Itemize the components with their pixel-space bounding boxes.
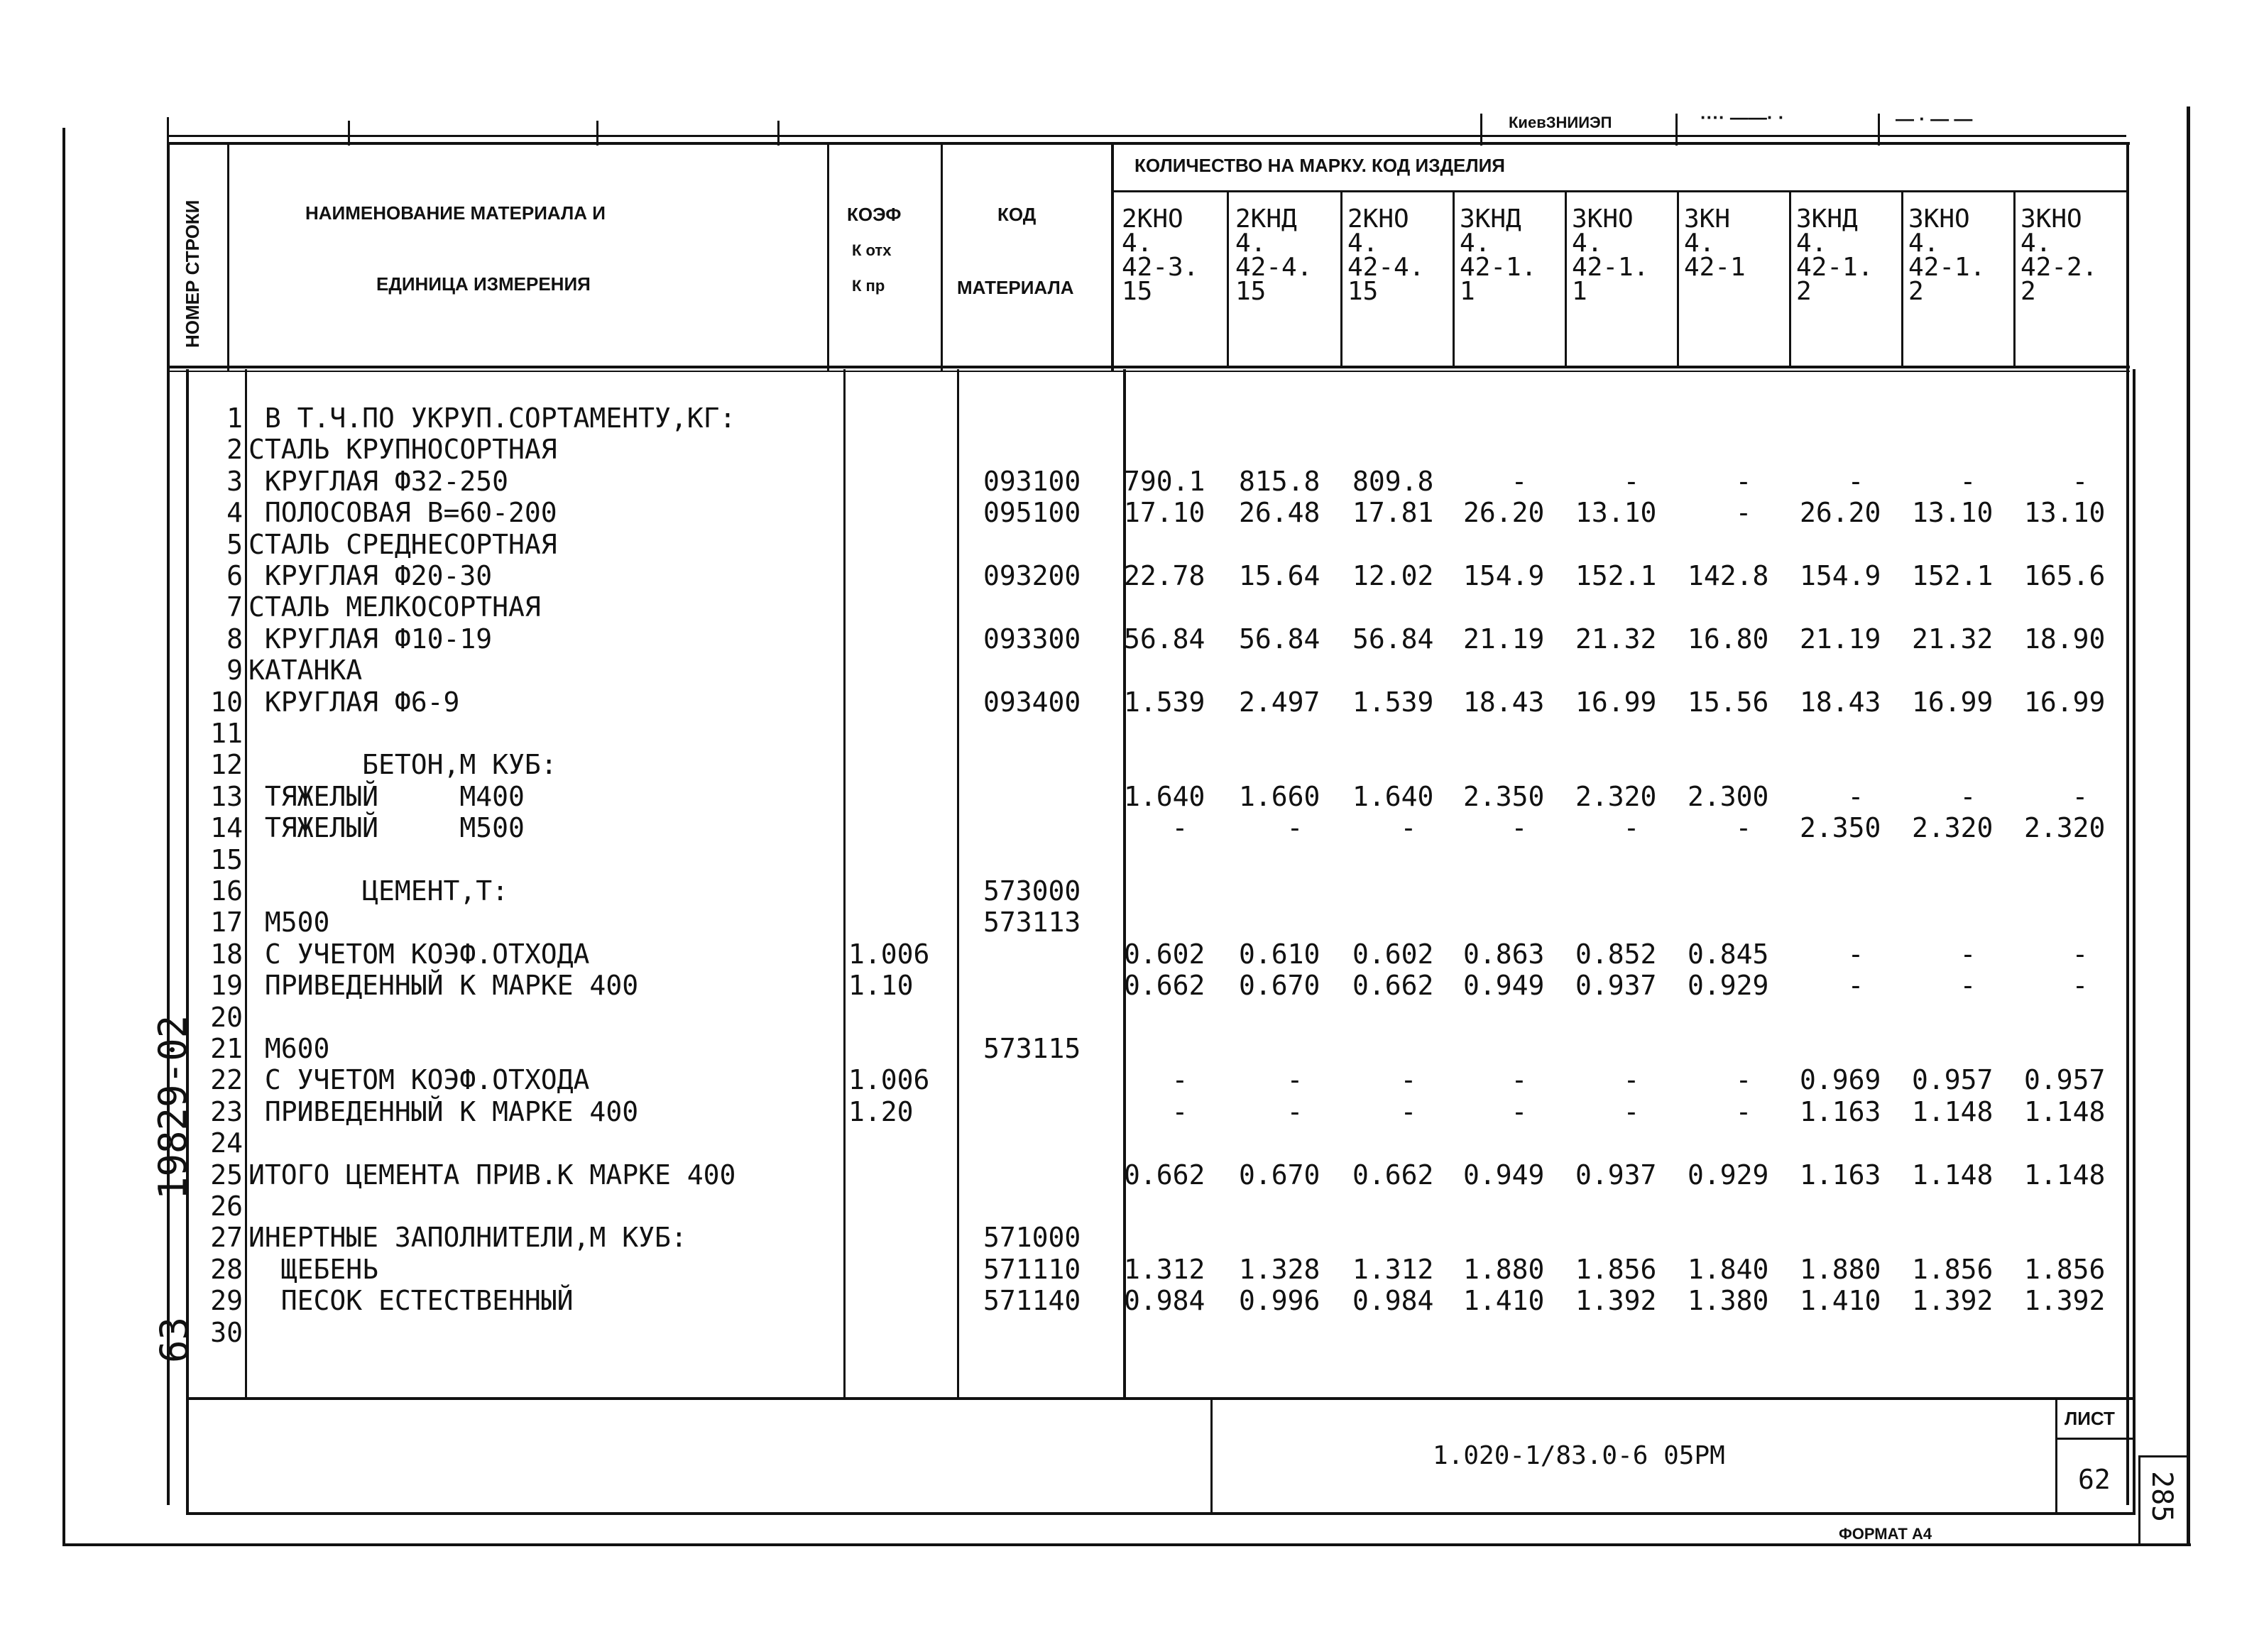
quantity-cell: 142.8 <box>1688 560 1769 591</box>
quantity-cell: 152.1 <box>1575 560 1657 591</box>
quantity-cell: 809.8 <box>1352 465 1434 497</box>
material-name: ЩЕБЕНЬ <box>248 1253 379 1285</box>
quantity-cell: - <box>1735 812 1752 844</box>
quantity-cell: 1.163 <box>1800 1159 1881 1191</box>
quantity-cell: - <box>1400 1095 1417 1127</box>
stamp-organization: КиевЗНИИЭП <box>1509 114 1612 131</box>
quantity-cell: 1.380 <box>1688 1285 1769 1317</box>
row-number: 13 <box>210 780 243 812</box>
quantity-cell: 0.670 <box>1239 1159 1320 1191</box>
quantity-cell: - <box>2072 938 2089 970</box>
row-number: 15 <box>210 843 243 875</box>
quantity-cell: - <box>1286 1064 1303 1096</box>
quantity-cell: 152.1 <box>1912 560 1994 591</box>
quantity-cell: 1.312 <box>1352 1253 1434 1285</box>
quantity-cell: 0.602 <box>1352 938 1434 970</box>
material-name: ЦЕМЕНТ,Т: <box>248 875 509 907</box>
material-code: 571110 <box>983 1253 1081 1285</box>
quantity-cell: 13.10 <box>1575 497 1657 529</box>
row-number: 28 <box>210 1253 243 1285</box>
quantity-cell: 1.148 <box>2024 1095 2106 1127</box>
quantity-cell: - <box>1959 970 1976 1002</box>
quantity-cell: 1.410 <box>1463 1285 1545 1317</box>
row-number: 19 <box>210 970 243 1002</box>
material-name: КАТАНКА <box>248 655 363 686</box>
material-name: В Т.Ч.ПО УКРУП.СОРТАМЕНТУ,КГ: <box>248 403 736 434</box>
quantity-cell: - <box>1847 780 1864 812</box>
quantity-cell: - <box>1623 1064 1640 1096</box>
product-code: 3КНО 4. 42-2. 2 <box>2020 204 2098 306</box>
row-number: 23 <box>210 1095 243 1127</box>
quantity-cell: 13.10 <box>2024 497 2106 529</box>
quantity-cell: - <box>1623 812 1640 844</box>
material-name: СТАЛЬ КРУПНОСОРТНАЯ <box>248 434 557 466</box>
document-code: 1.020-1/83.0-6 05РМ <box>1433 1441 1725 1470</box>
quantity-cell: 2.300 <box>1688 780 1769 812</box>
row-number: 10 <box>210 686 243 718</box>
quantity-cell: - <box>1847 465 1864 497</box>
quantity-cell: 1.539 <box>1352 686 1434 718</box>
row-number: 26 <box>210 1191 243 1222</box>
quantity-cell: 18.43 <box>1463 686 1545 718</box>
quantity-cell: - <box>1400 1064 1417 1096</box>
material-name: ПРИВЕДЕННЫЙ К МАРКЕ 400 <box>248 970 639 1002</box>
coefficient: 1.006 <box>848 938 930 970</box>
row-number: 8 <box>226 623 243 655</box>
row-number: 12 <box>210 749 243 781</box>
header-material-name-line1: НАИМЕНОВАНИЕ МАТЕРИАЛА И <box>305 202 606 224</box>
stamp-scribble-1: ···· ——· · <box>1700 106 1785 128</box>
quantity-cell: 0.937 <box>1575 970 1657 1002</box>
quantity-cell: 15.64 <box>1239 560 1320 591</box>
quantity-cell: 0.662 <box>1124 970 1205 1002</box>
coefficient: 1.20 <box>848 1095 914 1127</box>
sheet-label: ЛИСТ <box>2065 1408 2115 1429</box>
quantity-cell: 1.328 <box>1239 1253 1320 1285</box>
product-code: 3КН 4. 42-1 <box>1684 204 1746 282</box>
header-material-name-line2: ЕДИНИЦА ИЗМЕРЕНИЯ <box>376 273 591 295</box>
row-number: 1 <box>226 403 243 434</box>
header-coef-reduced: К пр <box>852 277 885 295</box>
material-code: 093200 <box>983 560 1081 591</box>
row-number: 14 <box>210 812 243 844</box>
quantity-cell: - <box>2072 465 2089 497</box>
quantity-cell: 0.845 <box>1688 938 1769 970</box>
quantity-cell: - <box>1959 780 1976 812</box>
quantity-cell: 0.670 <box>1239 970 1320 1002</box>
quantity-cell: 21.32 <box>1912 623 1994 655</box>
quantity-cell: 2.320 <box>1912 812 1994 844</box>
quantity-cell: 1.856 <box>1912 1253 1994 1285</box>
quantity-cell: 154.9 <box>1463 560 1545 591</box>
material-name: БЕТОН,М КУБ: <box>248 749 557 781</box>
product-code: 3КНД 4. 42-1. 2 <box>1796 204 1874 306</box>
material-code: 095100 <box>983 497 1081 529</box>
quantity-cell: 0.852 <box>1575 938 1657 970</box>
quantity-cell: 1.163 <box>1800 1095 1881 1127</box>
header-code-material: МАТЕРИАЛА <box>957 277 1074 298</box>
quantity-cell: 0.610 <box>1239 938 1320 970</box>
quantity-cell: - <box>1847 938 1864 970</box>
material-name: С УЧЕТОМ КОЭФ.ОТХОДА <box>248 938 590 970</box>
stamp-scribble-2: — · — — <box>1896 108 1973 129</box>
page-stamp-number: 285 <box>2145 1471 2178 1523</box>
header-code: КОД <box>997 204 1037 225</box>
quantity-cell: - <box>1171 812 1188 844</box>
quantity-cell: 0.662 <box>1124 1159 1205 1191</box>
quantity-cell: 0.929 <box>1688 1159 1769 1191</box>
coefficient: 1.006 <box>848 1064 930 1096</box>
product-code: 2КНД 4. 42-4. 15 <box>1235 204 1313 306</box>
archive-number: 19829-02 <box>151 1014 195 1200</box>
quantity-cell: 1.392 <box>1912 1285 1994 1317</box>
material-name: ПЕСОК ЕСТЕСТВЕННЫЙ <box>248 1285 574 1317</box>
header-coef: КОЭФ <box>847 204 902 225</box>
material-name: М500 <box>248 907 330 939</box>
header-coef-waste: К отх <box>852 241 892 259</box>
material-code: 093400 <box>983 686 1081 718</box>
quantity-cell: 1.880 <box>1463 1253 1545 1285</box>
product-code: 3КНД 4. 42-1. 1 <box>1460 204 1537 306</box>
quantity-cell: - <box>1511 1064 1528 1096</box>
quantity-cell: 1.148 <box>2024 1159 2106 1191</box>
material-code: 571140 <box>983 1285 1081 1317</box>
material-name: СТАЛЬ МЕЛКОСОРТНАЯ <box>248 591 541 623</box>
quantity-cell: - <box>1735 497 1752 529</box>
quantity-cell: - <box>1959 938 1976 970</box>
quantity-cell: - <box>1735 1095 1752 1127</box>
quantity-cell: 815.8 <box>1239 465 1320 497</box>
row-number: 16 <box>210 875 243 907</box>
quantity-cell: 1.880 <box>1800 1253 1881 1285</box>
row-number: 24 <box>210 1127 243 1159</box>
quantity-cell: - <box>1511 465 1528 497</box>
handwritten-sheet-number: 63 <box>152 1316 197 1363</box>
row-number: 20 <box>210 1001 243 1033</box>
quantity-cell: 1.392 <box>1575 1285 1657 1317</box>
row-number: 9 <box>226 655 243 686</box>
quantity-cell: 1.392 <box>2024 1285 2106 1317</box>
sheet-number: 62 <box>2078 1464 2111 1495</box>
row-number: 3 <box>226 465 243 497</box>
row-number: 17 <box>210 907 243 939</box>
material-code: 571000 <box>983 1222 1081 1254</box>
quantity-cell: - <box>2072 970 2089 1002</box>
header-row-number: НОМЕР СТРОКИ <box>182 199 203 348</box>
material-code: 573113 <box>983 907 1081 939</box>
quantity-cell: 2.320 <box>2024 812 2106 844</box>
quantity-cell: - <box>1171 1064 1188 1096</box>
quantity-cell: 1.410 <box>1800 1285 1881 1317</box>
quantity-cell: 13.10 <box>1912 497 1994 529</box>
material-name: КРУГЛАЯ Ф10-19 <box>248 623 493 655</box>
row-number: 11 <box>210 718 243 749</box>
quantity-cell: 56.84 <box>1124 623 1205 655</box>
quantity-cell: 16.99 <box>2024 686 2106 718</box>
quantity-cell: 0.996 <box>1239 1285 1320 1317</box>
quantity-cell: 1.856 <box>1575 1253 1657 1285</box>
quantity-cell: 0.957 <box>2024 1064 2106 1096</box>
quantity-cell: 17.10 <box>1124 497 1205 529</box>
quantity-cell: 2.497 <box>1239 686 1320 718</box>
quantity-cell: - <box>1400 812 1417 844</box>
product-code: 3КНО 4. 42-1. 1 <box>1572 204 1649 306</box>
quantity-cell: 1.148 <box>1912 1159 1994 1191</box>
quantity-cell: - <box>1171 1095 1188 1127</box>
quantity-cell: 12.02 <box>1352 560 1434 591</box>
quantity-cell: 16.99 <box>1912 686 1994 718</box>
quantity-cell: 26.48 <box>1239 497 1320 529</box>
quantity-cell: 2.350 <box>1800 812 1881 844</box>
row-number: 30 <box>210 1316 243 1348</box>
quantity-cell: 1.148 <box>1912 1095 1994 1127</box>
row-number: 2 <box>226 434 243 466</box>
quantity-cell: 0.662 <box>1352 1159 1434 1191</box>
material-name: СТАЛЬ СРЕДНЕСОРТНАЯ <box>248 528 557 560</box>
row-number: 4 <box>226 497 243 529</box>
quantity-cell: 1.312 <box>1124 1253 1205 1285</box>
quantity-cell: 56.84 <box>1239 623 1320 655</box>
material-name: КРУГЛАЯ Ф6-9 <box>248 686 460 718</box>
quantity-cell: 2.320 <box>1575 780 1657 812</box>
material-name: ТЯЖЕЛЫЙ М400 <box>248 780 525 812</box>
product-code: 2КНО 4. 42-4. 15 <box>1347 204 1425 306</box>
row-number: 7 <box>226 591 243 623</box>
row-number: 29 <box>210 1285 243 1317</box>
quantity-cell: - <box>1511 812 1528 844</box>
row-number: 22 <box>210 1064 243 1096</box>
quantity-cell: 16.80 <box>1688 623 1769 655</box>
quantity-cell: 0.949 <box>1463 970 1545 1002</box>
material-name: ПРИВЕДЕННЫЙ К МАРКЕ 400 <box>248 1095 639 1127</box>
quantity-cell: 790.1 <box>1124 465 1205 497</box>
quantity-cell: - <box>1511 1095 1528 1127</box>
quantity-cell: - <box>1847 970 1864 1002</box>
product-code: 3КНО 4. 42-1. 2 <box>1908 204 1986 306</box>
quantity-cell: 26.20 <box>1800 497 1881 529</box>
header-quantity-title: КОЛИЧЕСТВО НА МАРКУ. КОД ИЗДЕЛИЯ <box>1134 155 1505 176</box>
quantity-cell: 21.19 <box>1800 623 1881 655</box>
quantity-cell: 0.937 <box>1575 1159 1657 1191</box>
quantity-cell: 56.84 <box>1352 623 1434 655</box>
quantity-cell: 0.957 <box>1912 1064 1994 1096</box>
quantity-cell: - <box>1286 812 1303 844</box>
material-name: С УЧЕТОМ КОЭФ.ОТХОДА <box>248 1064 590 1096</box>
row-number: 5 <box>226 528 243 560</box>
quantity-cell: 1.660 <box>1239 780 1320 812</box>
quantity-cell: - <box>1735 465 1752 497</box>
row-number: 18 <box>210 938 243 970</box>
quantity-cell: - <box>1959 465 1976 497</box>
quantity-cell: 16.99 <box>1575 686 1657 718</box>
quantity-cell: 18.90 <box>2024 623 2106 655</box>
quantity-cell: - <box>1623 1095 1640 1127</box>
quantity-cell: 15.56 <box>1688 686 1769 718</box>
material-name: ИНЕРТНЫЕ ЗАПОЛНИТЕЛИ,М КУБ: <box>248 1222 687 1254</box>
quantity-cell: 0.662 <box>1352 970 1434 1002</box>
quantity-cell: - <box>2072 780 2089 812</box>
quantity-cell: 22.78 <box>1124 560 1205 591</box>
quantity-cell: 0.929 <box>1688 970 1769 1002</box>
quantity-cell: 1.840 <box>1688 1253 1769 1285</box>
coefficient: 1.10 <box>848 970 914 1002</box>
material-code: 573115 <box>983 1033 1081 1064</box>
material-name: КРУГЛАЯ Ф32-250 <box>248 465 509 497</box>
quantity-cell: 18.43 <box>1800 686 1881 718</box>
format-label: ФОРМАТ А4 <box>1839 1525 1932 1543</box>
quantity-cell: - <box>1623 465 1640 497</box>
quantity-cell: 0.602 <box>1124 938 1205 970</box>
quantity-cell: - <box>1735 1064 1752 1096</box>
quantity-cell: 0.863 <box>1463 938 1545 970</box>
material-code: 573000 <box>983 875 1081 907</box>
quantity-cell: 1.640 <box>1352 780 1434 812</box>
quantity-cell: 0.984 <box>1124 1285 1205 1317</box>
quantity-cell: 21.19 <box>1463 623 1545 655</box>
quantity-cell: 1.539 <box>1124 686 1205 718</box>
material-name: М600 <box>248 1033 330 1064</box>
product-code: 2КНО 4. 42-3. 15 <box>1122 204 1199 306</box>
quantity-cell: 17.81 <box>1352 497 1434 529</box>
material-code: 093300 <box>983 623 1081 655</box>
material-code: 093100 <box>983 465 1081 497</box>
quantity-cell: 1.640 <box>1124 780 1205 812</box>
material-name: ПОЛОСОВАЯ В=60-200 <box>248 497 557 529</box>
material-name: ИТОГО ЦЕМЕНТА ПРИВ.К МАРКЕ 400 <box>248 1159 736 1191</box>
row-number: 27 <box>210 1222 243 1254</box>
material-name: КРУГЛАЯ Ф20-30 <box>248 560 493 591</box>
quantity-cell: 0.949 <box>1463 1159 1545 1191</box>
quantity-cell: 1.856 <box>2024 1253 2106 1285</box>
quantity-cell: 21.32 <box>1575 623 1657 655</box>
material-name: ТЯЖЕЛЫЙ М500 <box>248 812 525 844</box>
quantity-cell: 165.6 <box>2024 560 2106 591</box>
quantity-cell: 0.984 <box>1352 1285 1434 1317</box>
row-number: 25 <box>210 1159 243 1191</box>
quantity-cell: 26.20 <box>1463 497 1545 529</box>
quantity-cell: 154.9 <box>1800 560 1881 591</box>
row-number: 21 <box>210 1033 243 1064</box>
quantity-cell: 0.969 <box>1800 1064 1881 1096</box>
quantity-cell: - <box>1286 1095 1303 1127</box>
quantity-cell: 2.350 <box>1463 780 1545 812</box>
row-number: 6 <box>226 560 243 591</box>
